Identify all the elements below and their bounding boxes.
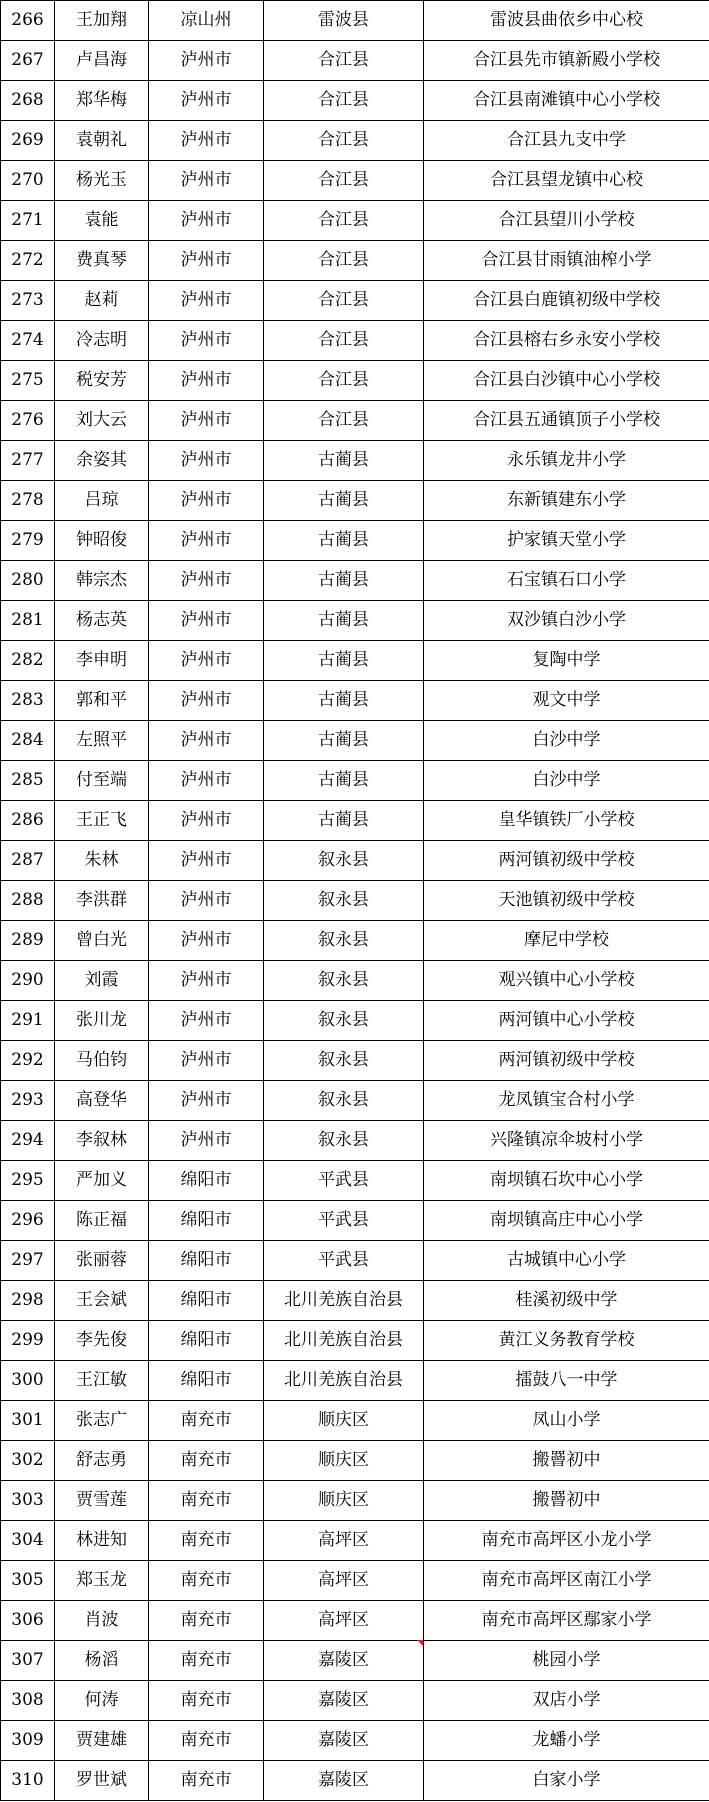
table-row	[1, 521, 709, 561]
row-number-cell: 288	[1, 881, 55, 921]
school-cell: 双沙镇白沙小学	[424, 601, 709, 641]
table-row	[1, 681, 709, 721]
school-cell: 桃园小学	[424, 1641, 709, 1681]
city-cell: 泸州市	[149, 921, 264, 961]
city-cell: 南充市	[149, 1601, 264, 1641]
teacher-name-cell: 吕琼	[55, 481, 149, 521]
row-number-cell: 305	[1, 1561, 55, 1601]
school-cell: 南坝镇石坎中心小学	[424, 1161, 709, 1201]
table-row	[1, 1761, 709, 1801]
table-row	[1, 921, 709, 961]
row-number-cell: 295	[1, 1161, 55, 1201]
table-row	[1, 1601, 709, 1641]
school-cell: 龙蟠小学	[424, 1721, 709, 1761]
county-cell: 合江县	[264, 81, 424, 121]
county-cell: 合江县	[264, 321, 424, 361]
city-cell: 泸州市	[149, 1081, 264, 1121]
county-cell: 高坪区	[264, 1561, 424, 1601]
school-cell: 合江县望龙镇中心校	[424, 161, 709, 201]
city-cell: 南充市	[149, 1721, 264, 1761]
teacher-name-cell: 钟昭俊	[55, 521, 149, 561]
school-cell: 观文中学	[424, 681, 709, 721]
school-cell: 天池镇初级中学校	[424, 881, 709, 921]
teacher-name-cell: 王会斌	[55, 1281, 149, 1321]
county-cell: 古蔺县	[264, 441, 424, 481]
teacher-name-cell: 刘霞	[55, 961, 149, 1001]
county-cell: 嘉陵区	[264, 1681, 424, 1721]
row-number-cell: 302	[1, 1441, 55, 1481]
row-number-cell: 286	[1, 801, 55, 841]
city-cell: 泸州市	[149, 521, 264, 561]
school-cell: 龙凤镇宝合村小学	[424, 1081, 709, 1121]
school-cell: 白沙中学	[424, 721, 709, 761]
city-cell: 凉山州	[149, 1, 264, 41]
city-cell: 南充市	[149, 1761, 264, 1801]
teacher-name-cell: 林进知	[55, 1521, 149, 1561]
row-number-cell: 293	[1, 1081, 55, 1121]
county-cell: 顺庆区	[264, 1401, 424, 1441]
school-cell: 两河镇初级中学校	[424, 1041, 709, 1081]
school-cell: 双店小学	[424, 1681, 709, 1721]
city-cell: 泸州市	[149, 561, 264, 601]
teacher-name-cell: 马伯钧	[55, 1041, 149, 1081]
teacher-name-cell: 余姿其	[55, 441, 149, 481]
row-number-cell: 297	[1, 1241, 55, 1281]
teacher-name-cell: 郑玉龙	[55, 1561, 149, 1601]
row-number-cell: 290	[1, 961, 55, 1001]
row-number-cell: 310	[1, 1761, 55, 1801]
table-row	[1, 641, 709, 681]
row-number-cell: 284	[1, 721, 55, 761]
table-row	[1, 321, 709, 361]
county-cell: 北川羌族自治县	[264, 1361, 424, 1401]
table-row	[1, 1041, 709, 1081]
teacher-name-cell: 曾白光	[55, 921, 149, 961]
teacher-name-cell: 卢昌海	[55, 41, 149, 81]
teacher-name-cell: 李申明	[55, 641, 149, 681]
row-number-cell: 281	[1, 601, 55, 641]
school-cell: 合江县榕右乡永安小学校	[424, 321, 709, 361]
county-cell: 平武县	[264, 1161, 424, 1201]
table-row	[1, 201, 709, 241]
school-cell: 复陶中学	[424, 641, 709, 681]
city-cell: 绵阳市	[149, 1201, 264, 1241]
city-cell: 泸州市	[149, 961, 264, 1001]
city-cell: 泸州市	[149, 1121, 264, 1161]
table-row	[1, 1681, 709, 1721]
city-cell: 南充市	[149, 1401, 264, 1441]
row-number-cell: 267	[1, 41, 55, 81]
row-number-cell: 289	[1, 921, 55, 961]
teacher-name-cell: 王正飞	[55, 801, 149, 841]
city-cell: 泸州市	[149, 641, 264, 681]
row-number-cell: 308	[1, 1681, 55, 1721]
table-row	[1, 401, 709, 441]
row-number-cell: 280	[1, 561, 55, 601]
teacher-name-cell: 王江敏	[55, 1361, 149, 1401]
row-number-cell: 271	[1, 201, 55, 241]
teacher-name-cell: 郑华梅	[55, 81, 149, 121]
city-cell: 泸州市	[149, 1041, 264, 1081]
county-cell: 古蔺县	[264, 481, 424, 521]
teacher-name-cell: 袁朝礼	[55, 121, 149, 161]
school-cell: 白沙中学	[424, 761, 709, 801]
row-number-cell: 287	[1, 841, 55, 881]
school-cell: 合江县五通镇顶子小学校	[424, 401, 709, 441]
teacher-name-cell: 舒志勇	[55, 1441, 149, 1481]
row-number-cell: 268	[1, 81, 55, 121]
teacher-name-cell: 肖波	[55, 1601, 149, 1641]
school-cell: 摩尼中学校	[424, 921, 709, 961]
table-row	[1, 1241, 709, 1281]
county-cell: 北川羌族自治县	[264, 1321, 424, 1361]
teacher-name-cell: 费真琴	[55, 241, 149, 281]
school-cell: 搬罾初中	[424, 1441, 709, 1481]
county-cell: 古蔺县	[264, 561, 424, 601]
teacher-name-cell: 刘大云	[55, 401, 149, 441]
school-cell: 南坝镇高庄中心小学	[424, 1201, 709, 1241]
city-cell: 泸州市	[149, 761, 264, 801]
city-cell: 泸州市	[149, 241, 264, 281]
table-row	[1, 1001, 709, 1041]
table-row	[1, 1161, 709, 1201]
school-cell: 合江县南滩镇中心小学校	[424, 81, 709, 121]
row-number-cell: 292	[1, 1041, 55, 1081]
row-number-cell: 294	[1, 1121, 55, 1161]
county-cell: 嘉陵区	[264, 1721, 424, 1761]
row-number-cell: 301	[1, 1401, 55, 1441]
school-cell: 护家镇天堂小学	[424, 521, 709, 561]
teacher-name-cell: 李洪群	[55, 881, 149, 921]
county-cell: 顺庆区	[264, 1481, 424, 1521]
table-row	[1, 1201, 709, 1241]
school-cell: 南充市高坪区南江小学	[424, 1561, 709, 1601]
teacher-name-cell: 袁能	[55, 201, 149, 241]
table-row	[1, 161, 709, 201]
school-cell: 兴隆镇凉伞坡村小学	[424, 1121, 709, 1161]
county-cell: 叙永县	[264, 881, 424, 921]
school-cell: 皇华镇铁厂小学校	[424, 801, 709, 841]
school-cell: 白家小学	[424, 1761, 709, 1801]
school-cell: 合江县望川小学校	[424, 201, 709, 241]
county-cell: 古蔺县	[264, 801, 424, 841]
row-number-cell: 282	[1, 641, 55, 681]
school-cell: 擂鼓八一中学	[424, 1361, 709, 1401]
teacher-name-cell: 李叙林	[55, 1121, 149, 1161]
school-cell: 合江县先市镇新殿小学校	[424, 41, 709, 81]
row-number-cell: 291	[1, 1001, 55, 1041]
row-number-cell: 266	[1, 1, 55, 41]
teacher-name-cell: 付至端	[55, 761, 149, 801]
school-cell: 两河镇初级中学校	[424, 841, 709, 881]
school-cell: 合江县甘雨镇油榨小学	[424, 241, 709, 281]
city-cell: 泸州市	[149, 41, 264, 81]
city-cell: 绵阳市	[149, 1321, 264, 1361]
table-row	[1, 721, 709, 761]
teacher-name-cell: 赵莉	[55, 281, 149, 321]
county-cell: 叙永县	[264, 921, 424, 961]
roster-body	[1, 1, 709, 1801]
row-number-cell: 285	[1, 761, 55, 801]
row-number-cell: 274	[1, 321, 55, 361]
table-row	[1, 1521, 709, 1561]
row-number-cell: 276	[1, 401, 55, 441]
table-row	[1, 881, 709, 921]
table-row	[1, 841, 709, 881]
table-row	[1, 801, 709, 841]
county-cell: 高坪区	[264, 1521, 424, 1561]
city-cell: 泸州市	[149, 321, 264, 361]
teacher-name-cell: 罗世斌	[55, 1761, 149, 1801]
table-row	[1, 1321, 709, 1361]
row-number-cell: 300	[1, 1361, 55, 1401]
county-cell: 嘉陵区	[264, 1641, 424, 1681]
city-cell: 南充市	[149, 1521, 264, 1561]
teacher-name-cell: 贾雪莲	[55, 1481, 149, 1521]
table-row	[1, 1641, 709, 1681]
table-row	[1, 1561, 709, 1601]
row-number-cell: 296	[1, 1201, 55, 1241]
table-row	[1, 1361, 709, 1401]
county-cell: 北川羌族自治县	[264, 1281, 424, 1321]
city-cell: 泸州市	[149, 81, 264, 121]
county-cell: 嘉陵区	[264, 1761, 424, 1801]
county-cell: 古蔺县	[264, 601, 424, 641]
school-cell: 黄江义务教育学校	[424, 1321, 709, 1361]
city-cell: 绵阳市	[149, 1161, 264, 1201]
city-cell: 泸州市	[149, 401, 264, 441]
row-number-cell: 298	[1, 1281, 55, 1321]
county-cell: 合江县	[264, 121, 424, 161]
row-number-cell: 273	[1, 281, 55, 321]
teacher-name-cell: 杨滔	[55, 1641, 149, 1681]
city-cell: 南充市	[149, 1641, 264, 1681]
teacher-name-cell: 税安芳	[55, 361, 149, 401]
school-cell: 南充市高坪区小龙小学	[424, 1521, 709, 1561]
county-cell: 平武县	[264, 1201, 424, 1241]
county-cell: 合江县	[264, 241, 424, 281]
row-number-cell: 278	[1, 481, 55, 521]
row-number-cell: 299	[1, 1321, 55, 1361]
county-cell: 平武县	[264, 1241, 424, 1281]
county-cell: 叙永县	[264, 1081, 424, 1121]
table-row	[1, 1481, 709, 1521]
city-cell: 泸州市	[149, 841, 264, 881]
city-cell: 泸州市	[149, 161, 264, 201]
row-number-cell: 277	[1, 441, 55, 481]
school-cell: 合江县白鹿镇初级中学校	[424, 281, 709, 321]
school-cell: 观兴镇中心小学校	[424, 961, 709, 1001]
city-cell: 泸州市	[149, 601, 264, 641]
county-cell: 古蔺县	[264, 681, 424, 721]
row-number-cell: 304	[1, 1521, 55, 1561]
table-row	[1, 1, 709, 41]
city-cell: 泸州市	[149, 121, 264, 161]
table-row	[1, 241, 709, 281]
school-cell: 搬罾初中	[424, 1481, 709, 1521]
city-cell: 绵阳市	[149, 1281, 264, 1321]
teacher-name-cell: 张志广	[55, 1401, 149, 1441]
table-row	[1, 561, 709, 601]
city-cell: 泸州市	[149, 681, 264, 721]
county-cell: 高坪区	[264, 1601, 424, 1641]
teacher-name-cell: 杨光玉	[55, 161, 149, 201]
county-cell: 合江县	[264, 161, 424, 201]
teacher-name-cell: 郭和平	[55, 681, 149, 721]
school-cell: 合江县九支中学	[424, 121, 709, 161]
table-row	[1, 361, 709, 401]
city-cell: 南充市	[149, 1681, 264, 1721]
row-number-cell: 303	[1, 1481, 55, 1521]
county-cell: 顺庆区	[264, 1441, 424, 1481]
table-row	[1, 1281, 709, 1321]
county-cell: 叙永县	[264, 961, 424, 1001]
table-row	[1, 41, 709, 81]
table-row	[1, 1081, 709, 1121]
table-row	[1, 121, 709, 161]
teacher-name-cell: 王加翔	[55, 1, 149, 41]
row-number-cell: 270	[1, 161, 55, 201]
table-row	[1, 961, 709, 1001]
school-cell: 石宝镇石口小学	[424, 561, 709, 601]
teacher-name-cell: 韩宗杰	[55, 561, 149, 601]
city-cell: 南充市	[149, 1441, 264, 1481]
teacher-name-cell: 严加义	[55, 1161, 149, 1201]
school-cell: 东新镇建东小学	[424, 481, 709, 521]
row-number-cell: 283	[1, 681, 55, 721]
county-cell: 古蔺县	[264, 721, 424, 761]
school-cell: 两河镇中心小学校	[424, 1001, 709, 1041]
teacher-name-cell: 何涛	[55, 1681, 149, 1721]
row-number-cell: 269	[1, 121, 55, 161]
row-number-cell: 275	[1, 361, 55, 401]
city-cell: 绵阳市	[149, 1361, 264, 1401]
table-row	[1, 1441, 709, 1481]
row-number-cell: 306	[1, 1601, 55, 1641]
county-cell: 叙永县	[264, 1121, 424, 1161]
school-cell: 永乐镇龙井小学	[424, 441, 709, 481]
city-cell: 泸州市	[149, 481, 264, 521]
teacher-name-cell: 冷志明	[55, 321, 149, 361]
row-number-cell: 272	[1, 241, 55, 281]
city-cell: 泸州市	[149, 1001, 264, 1041]
table-row	[1, 1721, 709, 1761]
county-cell: 古蔺县	[264, 641, 424, 681]
teacher-name-cell: 张川龙	[55, 1001, 149, 1041]
county-cell: 叙永县	[264, 841, 424, 881]
county-cell: 雷波县	[264, 1, 424, 41]
school-cell: 桂溪初级中学	[424, 1281, 709, 1321]
table-row	[1, 1121, 709, 1161]
county-cell: 合江县	[264, 281, 424, 321]
teacher-name-cell: 陈正福	[55, 1201, 149, 1241]
city-cell: 绵阳市	[149, 1241, 264, 1281]
county-cell: 合江县	[264, 361, 424, 401]
teacher-name-cell: 张丽蓉	[55, 1241, 149, 1281]
county-cell: 古蔺县	[264, 761, 424, 801]
city-cell: 泸州市	[149, 441, 264, 481]
city-cell: 泸州市	[149, 281, 264, 321]
teacher-name-cell: 李先俊	[55, 1321, 149, 1361]
county-cell: 合江县	[264, 201, 424, 241]
teacher-name-cell: 高登华	[55, 1081, 149, 1121]
row-number-cell: 279	[1, 521, 55, 561]
table-row	[1, 1401, 709, 1441]
teacher-name-cell: 杨志英	[55, 601, 149, 641]
row-number-cell: 307	[1, 1641, 55, 1681]
school-cell: 南充市高坪区鄢家小学	[424, 1601, 709, 1641]
city-cell: 泸州市	[149, 801, 264, 841]
city-cell: 泸州市	[149, 201, 264, 241]
table-row	[1, 81, 709, 121]
city-cell: 南充市	[149, 1561, 264, 1601]
table-row	[1, 281, 709, 321]
city-cell: 泸州市	[149, 721, 264, 761]
teacher-name-cell: 朱林	[55, 841, 149, 881]
school-cell: 古城镇中心小学	[424, 1241, 709, 1281]
row-number-cell: 309	[1, 1721, 55, 1761]
county-cell: 叙永县	[264, 1001, 424, 1041]
school-cell: 雷波县曲依乡中心校	[424, 1, 709, 41]
county-cell: 合江县	[264, 401, 424, 441]
table-row	[1, 441, 709, 481]
county-cell: 叙永县	[264, 1041, 424, 1081]
teacher-name-cell: 贾建雄	[55, 1721, 149, 1761]
teacher-name-cell: 左照平	[55, 721, 149, 761]
city-cell: 泸州市	[149, 361, 264, 401]
cell-comment-marker-icon	[417, 1640, 423, 1646]
table-row	[1, 481, 709, 521]
county-cell: 合江县	[264, 41, 424, 81]
city-cell: 泸州市	[149, 881, 264, 921]
city-cell: 南充市	[149, 1481, 264, 1521]
table-row	[1, 601, 709, 641]
county-cell: 古蔺县	[264, 521, 424, 561]
school-cell: 凤山小学	[424, 1401, 709, 1441]
school-cell: 合江县白沙镇中心小学校	[424, 361, 709, 401]
table-row	[1, 761, 709, 801]
